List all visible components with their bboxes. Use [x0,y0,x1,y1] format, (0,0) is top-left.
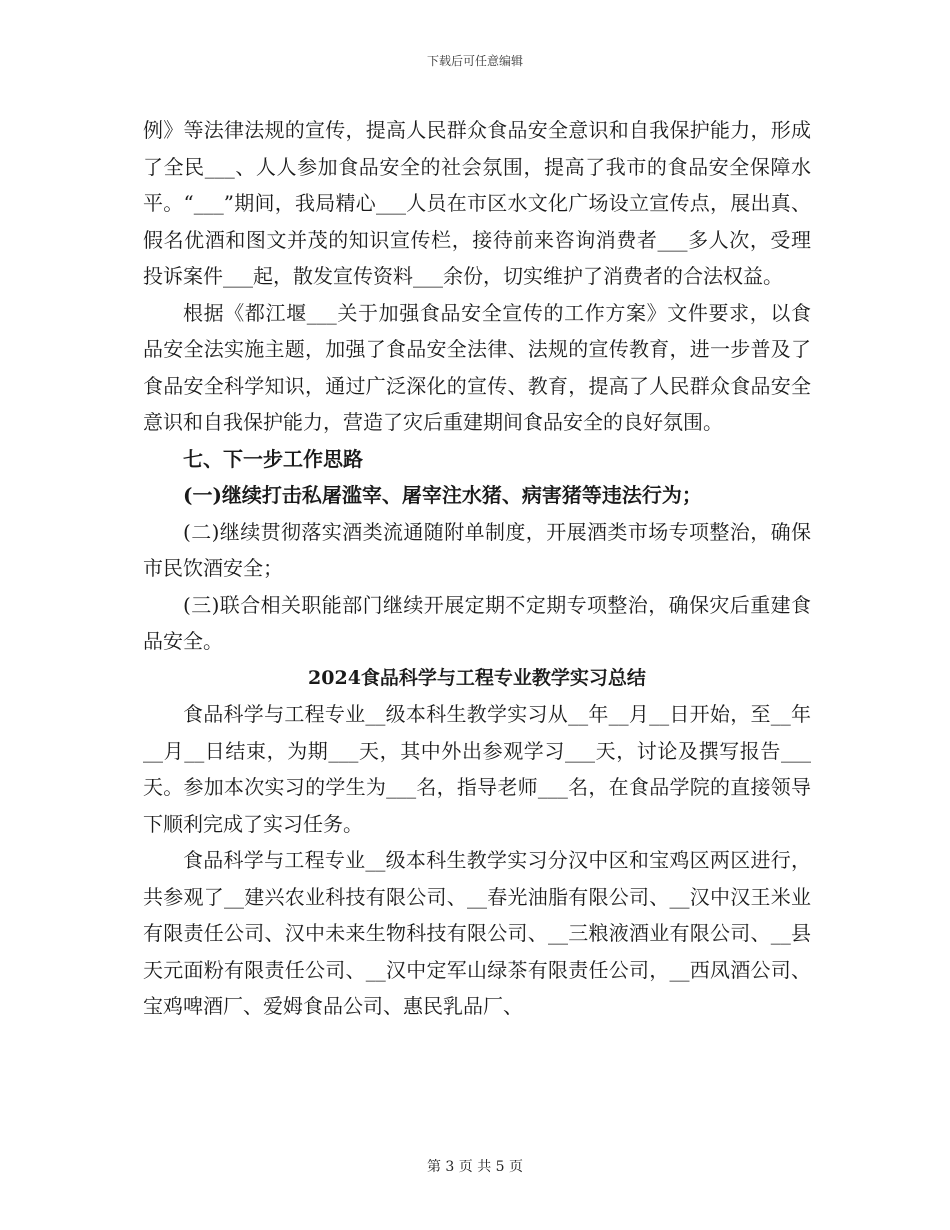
page-footer: 第 3 页 共 5 页 [426,1159,524,1175]
paragraph-internship-visits: 食品科学与工程专业__级本科生教学实习分汉中区和宝鸡区两区进行，共参观了__建兴农业科技有限公司、__春光油脂有限公司、__汉中汉王米业有限责任公司、汉中未来生物科技有限公司、__三粮液酒业有限公司、__县天元面粉有限责任公司、__汉中定军山绿茶有限责任公司，__西凤酒公司、宝鸡啤酒厂、爱姆食品公司、惠民乳品厂、 [143,848,811,1018]
section-heading-next-steps: 七、下一步工作思路 [183,446,363,471]
paragraph-internship-intro: 食品科学与工程专业__级本科生教学实习从__年__月__日开始，至__年__月__日结束，为期___天，其中外出参观学习___天，讨论及撰写报告___天。参加本次实习的学生为___名，指导老师___名，在食品学院的直接领导下顺利完成了实习任务。 [143,702,811,836]
paragraph-law-publicity: 例》等法律法规的宣传，提高人民群众食品安全意识和自我保护能力，形成了全民___、人人参加食品安全的社会氛围，提高了我市的食品安全保障水平。“___”期间，我局精心___人员在市区水文化广场设立宣传点，展出真、假名优酒和图文并茂的知识宣传栏，接待前来咨询消费者___多人次，受理投诉案件___起，散发宣传资料___余份，切实维护了消费者的合法权益。 [143,118,811,288]
list-item-2: (二)继续贯彻落实酒类流通随附单制度，开展酒类市场专项整治，确保市民饮酒安全； [143,519,811,580]
list-item-1: (一)继续打击私屠滥宰、屠宰注水猪、病害猪等违法行为； [183,483,702,507]
document-body [143,112,811,1025]
paragraph-dujiangyan-plan: 根据《都江堰___关于加强食品安全宣传的工作方案》文件要求，以食品安全法实施主题，加强了食品安全法律、法规的宣传教育，进一步普及了食品安全科学知识，通过广泛深化的宣传、教育，提高了人民群众食品安全意识和自我保护能力，营造了灾后重建期间食品安全的良好氛围。 [143,300,811,434]
list-item-3: (三)联合相关职能部门继续开展定期不定期专项整治，确保灾后重建食品安全。 [143,592,811,653]
page-header: 下载后可任意编辑 [426,54,523,68]
document-title: 2024食品科学与工程专业教学实习总结 [308,666,646,689]
